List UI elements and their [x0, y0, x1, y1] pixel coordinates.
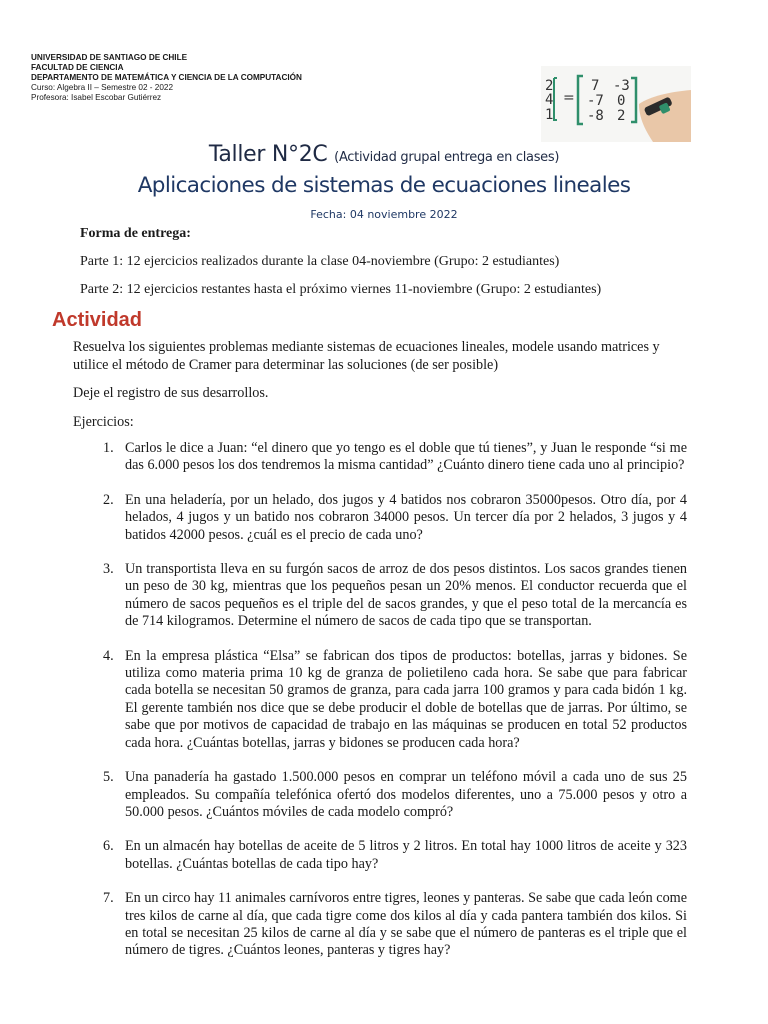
svg-text:=: =	[563, 90, 575, 106]
exercise-text: Un transportista lleva en su furgón sacos de arroz de dos pesos distintos. Los sacos grandes tienen un peso de 30 kg, mientras que los pequeños pesan un 20% menos. El conductor recuerda que el número de sacos pequeños es el triple del de sacos grandes, y que el peso total de la mercancía es de 714 kilogramos. Determine el número de sacos de cada tipo que se transportan.	[125, 561, 687, 630]
exercise-list	[103, 440, 687, 960]
exercise-item	[103, 492, 687, 544]
exercise-item	[103, 440, 687, 475]
exercise-item	[103, 890, 687, 960]
activity-intro	[73, 339, 691, 442]
matrix-left-2: 4	[545, 92, 554, 108]
matrix-cell-4: 0	[617, 93, 626, 109]
title-note: (Actividad grupal entrega en clases)	[334, 150, 560, 165]
exercise-item	[103, 769, 687, 821]
exercise-item	[103, 648, 687, 752]
matrix-cell-5: -8	[587, 108, 604, 124]
delivery-part-2: Parte 2: 12 ejercicios restantes hasta el próximo viernes 11-noviembre (Grupo: 2 estudiantes)	[80, 282, 602, 297]
exercises-label: Ejercicios:	[73, 413, 134, 430]
exercise-item	[103, 561, 687, 631]
professor-info: Profesora: Isabel Escobar Gutiérrez	[31, 93, 162, 102]
exercise-text: En una heladería, por un helado, dos jugos y 4 batidos nos cobraron 35000pesos. Otro día, por 4 helados, 4 jugos y un batido nos cobraron 34000 pesos. Un tercer día por 2 helados, 3 jugos y 4 batidos 42000 pesos. ¿cuál es el precio de cada uno?	[125, 491, 687, 543]
exercise-text: Una panadería ha gastado 1.500.000 pesos en comprar un teléfono móvil a cada uno de sus 25 empleados. Su compañía telefónica ofertó dos modelos diferentes, uno a 75.000 pesos y otro a 50.000 pesos. ¿Cuántos móviles de cada modelo compró?	[125, 769, 687, 820]
university-name: UNIVERSIDAD DE SANTIAGO DE CHILE	[31, 53, 188, 62]
exercise-number: 2.	[103, 491, 114, 508]
matrix-left-3: 1	[545, 107, 554, 123]
exercise-number: 4.	[103, 647, 114, 664]
exercise-text: En un circo hay 11 animales carnívoros entre tigres, leones y panteras. Se sabe que cada león come tres kilos de carne al día, que cada tigre come dos kilos al día y cada pantera también dos kilos. Si en total se necesitan 25 kilos de carne al día y se sabe que el número de panteras es el triple que el número de tigres. ¿Cuántos leones, panteras y tigres hay?	[125, 890, 687, 959]
exercise-number: 7.	[103, 890, 114, 907]
department-name: DEPARTAMENTO DE MATEMÁTICA Y CIENCIA DE LA COMPUTACIÓN	[31, 73, 302, 82]
exercise-text: Carlos le dice a Juan: “el dinero que yo tengo es el doble que tú tienes”, y Juan le responde “si me das 6.000 pesos los dos tendremos la misma cantidad” ¿Cuánto dinero tiene cada uno al principio?	[125, 440, 687, 474]
exercise-number: 5.	[103, 769, 114, 786]
institution-header	[31, 53, 302, 103]
delivery-label: Forma de entrega:	[80, 226, 191, 241]
worksheet-title	[0, 142, 768, 167]
exercise-text: En la empresa plástica “Elsa” se fabrican dos tipos de productos: botellas, jarras y bidones. Se utiliza como materia prima 10 kg de granza de polietileno cada hora. Se sabe que para fabricar cada botella se necesitan 50 gramos de granza, para cada jarra 100 gramos y para cada bidón 1 kg. El gerente también nos dice que se debe producir el doble de botellas que de jarras. Por último, se sabe que por motivos de capacidad de trabajo en las máquinas se producen en total 52 productos cada hora. ¿Cuántas botellas, jarras y bidones se producen cada hora?	[125, 647, 687, 751]
activity-instructions: Resuelva los siguientes problemas mediante sistemas de ecuaciones lineales, modele usando matrices y utilice el método de Cramer para determinar las soluciones (de ser posible)	[73, 339, 660, 373]
course-info: Curso: Algebra II – Semestre 02 - 2022	[31, 83, 173, 92]
exercise-text: En un almacén hay botellas de aceite de 5 litros y 2 litros. En total hay 1000 litros de aceite y 323 botellas. ¿Cuántas botellas de cada tipo hay?	[125, 838, 687, 872]
delivery-section	[80, 226, 601, 298]
exercise-number: 3.	[103, 561, 114, 578]
delivery-part-1: Parte 1: 12 ejercicios realizados durante la clase 04-noviembre (Grupo: 2 estudiantes)	[80, 254, 560, 269]
worksheet-date: Fecha: 04 noviembre 2022	[310, 208, 458, 221]
matrix-cell-1: 7	[591, 78, 600, 94]
exercise-number: 1.	[103, 440, 114, 456]
activity-record-note: Deje el registro de sus desarrollos.	[73, 385, 269, 401]
matrix-photo	[541, 66, 691, 142]
matrix-cell-2: -3	[613, 78, 630, 94]
matrix-cell-6: 2	[617, 108, 626, 124]
worksheet-subtitle: Aplicaciones de sistemas de ecuaciones lineales	[137, 173, 631, 198]
matrix-left-1: 2	[545, 78, 554, 94]
activity-heading: Actividad	[52, 309, 143, 331]
matrix-cell-3: -7	[587, 93, 604, 109]
title-main: Taller N°2C	[208, 142, 328, 167]
exercise-item	[103, 838, 687, 873]
exercise-number: 6.	[103, 838, 114, 855]
faculty-name: FACULTAD DE CIENCIA	[31, 63, 124, 72]
